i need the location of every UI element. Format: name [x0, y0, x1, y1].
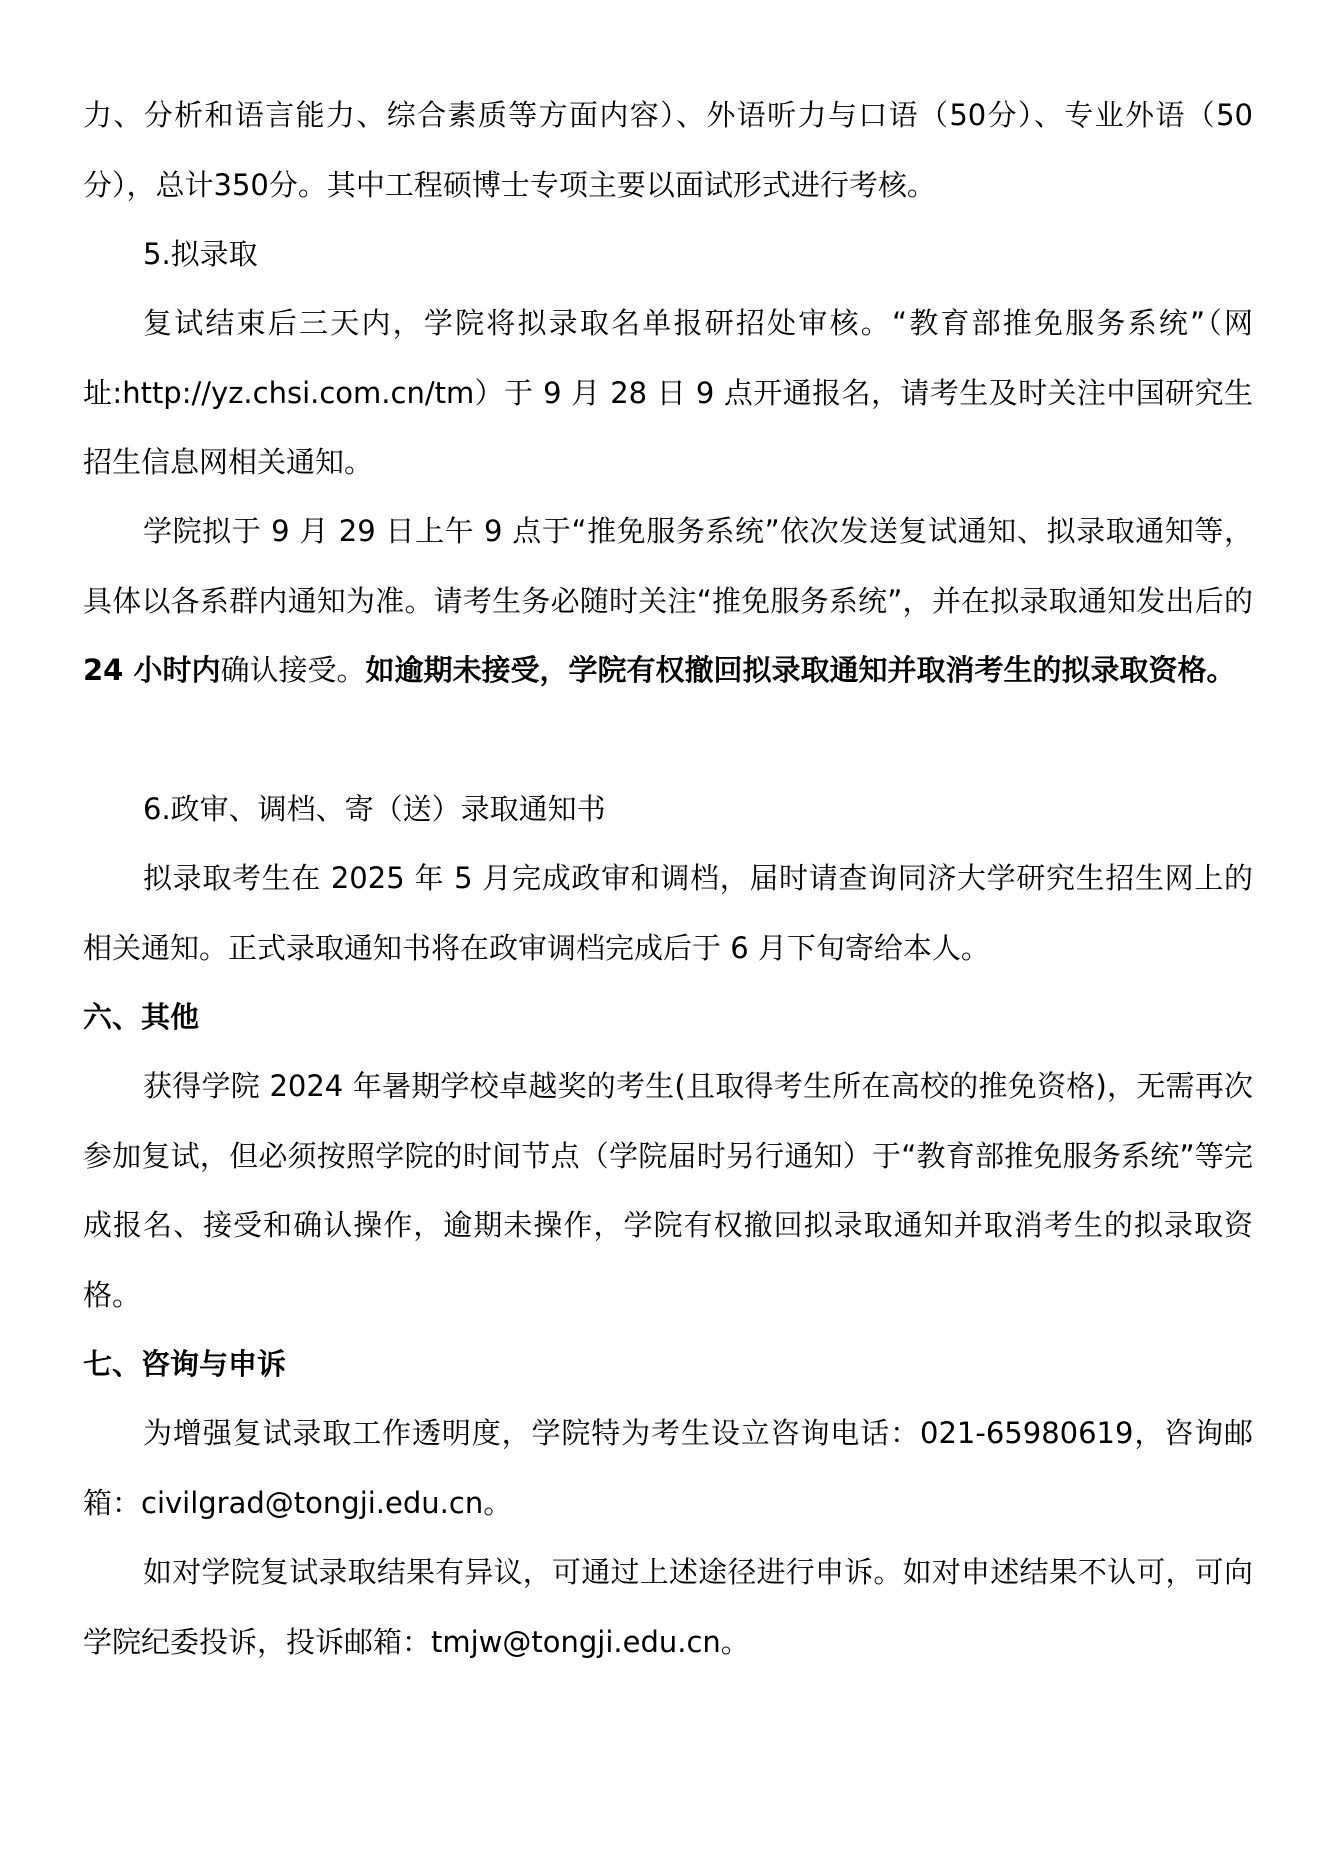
paragraph-appeal: 如对学院复试录取结果有异议，可通过上述途径进行申诉。如对申述结果不认可，可向学院纪委投诉，投诉邮箱：tmjw@tongji.edu.cn。 — [83, 1555, 1253, 1659]
section-6-title: 6.政审、调档、寄（送）录取通知书 — [143, 792, 606, 826]
paragraph-consult: 为增强复试录取工作透明度，学院特为考生设立咨询电话：021-65980619，咨询邮箱：civilgrad@tongji.edu.cn。 — [83, 1416, 1253, 1520]
section-5-title: 5.拟录取 — [143, 237, 258, 271]
admission-2-text-a: 学院拟于 9 月 29 日上午 9 点于“推免服务系统”依次发送复试通知、拟录取通知等，具体以各系群内通知为准。请考生务必随时关注“推免服务系统”，并在拟录取通知发出后的 — [83, 514, 1253, 618]
paragraph-admission-1: 复试结束后三天内，学院将拟录取名单报研招处审核。“教育部推免服务系统”（网址:http://yz.chsi.com.cn/tm）于 9 月 28 日 9 点开通报名，请考生及时关注中国研究生招生信息网相关通知。 — [83, 306, 1253, 479]
paragraph-political-review: 拟录取考生在 2025 年 5 月完成政审和调档，届时请查询同济大学研究生招生网上的相关通知。正式录取通知书将在政审调档完成后于 6 月下旬寄给本人。 — [83, 861, 1253, 965]
admission-2-text-c: 确认接受。 — [220, 653, 366, 687]
heading-other: 六、其他 — [83, 1000, 200, 1034]
admission-2-warning: 如逾期未接受，学院有权撤回拟录取通知并取消考生的拟录取资格。 — [365, 653, 1236, 687]
paragraph-admission-2 — [83, 497, 1253, 706]
paragraph-other: 获得学院 2024 年暑期学校卓越奖的考生(且取得考生所在高校的推免资格)，无需再次参加复试，但必须按照学院的时间节点（学院届时另行通知）于“教育部推免服务系统”等完成报名、接受和确认操作，逾期未操作，学院有权撤回拟录取通知并取消考生的拟录取资格。 — [83, 1069, 1253, 1312]
paragraph-exam-content: 力、分析和语言能力、综合素质等方面内容）、外语听力与口语（50分）、专业外语（50分），总计350分。其中工程硕博士专项主要以面试形式进行考核。 — [83, 98, 1253, 202]
admission-2-deadline: 24 小时内 — [83, 653, 221, 687]
heading-consult-appeal: 七、咨询与申诉 — [83, 1347, 287, 1381]
